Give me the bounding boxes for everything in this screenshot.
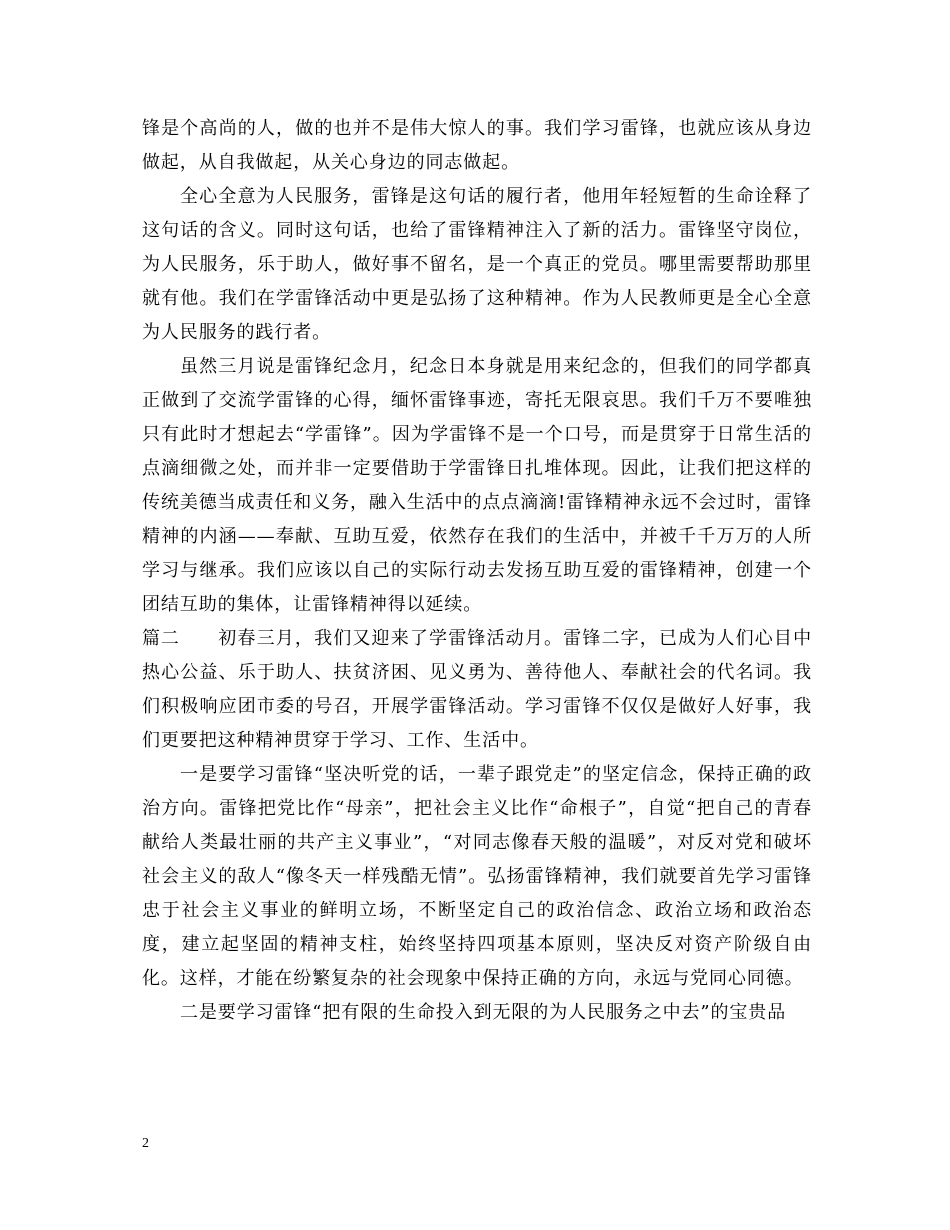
page-number: 2 bbox=[142, 1136, 149, 1151]
paragraph-point-one: 一是要学习雷锋“坚决听党的话，一辈子跟党走”的坚定信念，保持正确的政治方向。雷锋把党比作“母亲”，把社会主义比作“命根子”，自觉“把自己的青春献给人类最壮丽的共产主义事业”，“对同志像春天般的温暖”，对反对党和破坏社会主义的敌人“像冬天一样残酷无情”。弘扬雷锋精神，我们就要首先学习雷锋忠于社会主义事业的鲜明立场，不断坚定自己的政治信念、政治立场和政治态度，建立起坚固的精神支柱，始终坚持四项基本原则，坚决反对资产阶级自由化。这样，才能在纷繁复杂的社会现象中保持正确的方向，永远与党同心同德。 bbox=[142, 764, 812, 989]
paragraph-section-two bbox=[142, 622, 812, 758]
paragraph-memorial-month: 虽然三月说是雷锋纪念月，纪念日本身就是用来纪念的，但我们的同学都真正做到了交流学雷锋的心得，缅怀雷锋事迹，寄托无限哀思。我们千万不要唯独只有此时才想起去“学雷锋”。因为学雷锋不是一个口号，而是贯穿于日常生活的点滴细微之处，而并非一定要借助于学雷锋日扎堆体现。因此，让我们把这样的传统美德当成责任和义务，融入生活中的点点滴滴!雷锋精神永远不会过时，雷锋精神的内涵——奉献、互助互爱，依然存在我们的生活中，并被千千万万的人所学习与继承。我们应该以自己的实际行动去发扬互助互爱的雷锋精神，创建一个团结互助的集体，让雷锋精神得以延续。 bbox=[142, 356, 812, 615]
section-label: 篇二 bbox=[142, 628, 180, 649]
paragraph-point-two: 二是要学习雷锋“把有限的生命投入到无限的为人民服务之中去”的宝贵品 bbox=[180, 1002, 787, 1023]
section-two-text: 初春三月，我们又迎来了学雷锋活动月。雷锋二字，已成为人们心目中热心公益、乐于助人、扶贫济困、见义勇为、善待他人、奉献社会的代名词。我们积极响应团市委的号召，开展学雷锋活动。学习雷锋不仅仅是做好人好事，我们更要把这种精神贯穿于学习、工作、生活中。 bbox=[142, 628, 812, 751]
document-body bbox=[142, 112, 812, 1030]
paragraph-serve-people: 全心全意为人民服务，雷锋是这句话的履行者，他用年轻短暂的生命诠释了这句话的含义。同时这句话，也给了雷锋精神注入了新的活力。雷锋坚守岗位，为人民服务，乐于助人，做好事不留名，是一个真正的党员。哪里需要帮助那里就有他。我们在学雷锋活动中更是弘扬了这种精神。作为人民教师更是全心全意为人民服务的践行者。 bbox=[142, 186, 812, 343]
paragraph-continuation: 锋是个高尚的人，做的也并不是伟大惊人的事。我们学习雷锋，也就应该从身边做起，从自我做起，从关心身边的同志做起。 bbox=[142, 118, 812, 173]
